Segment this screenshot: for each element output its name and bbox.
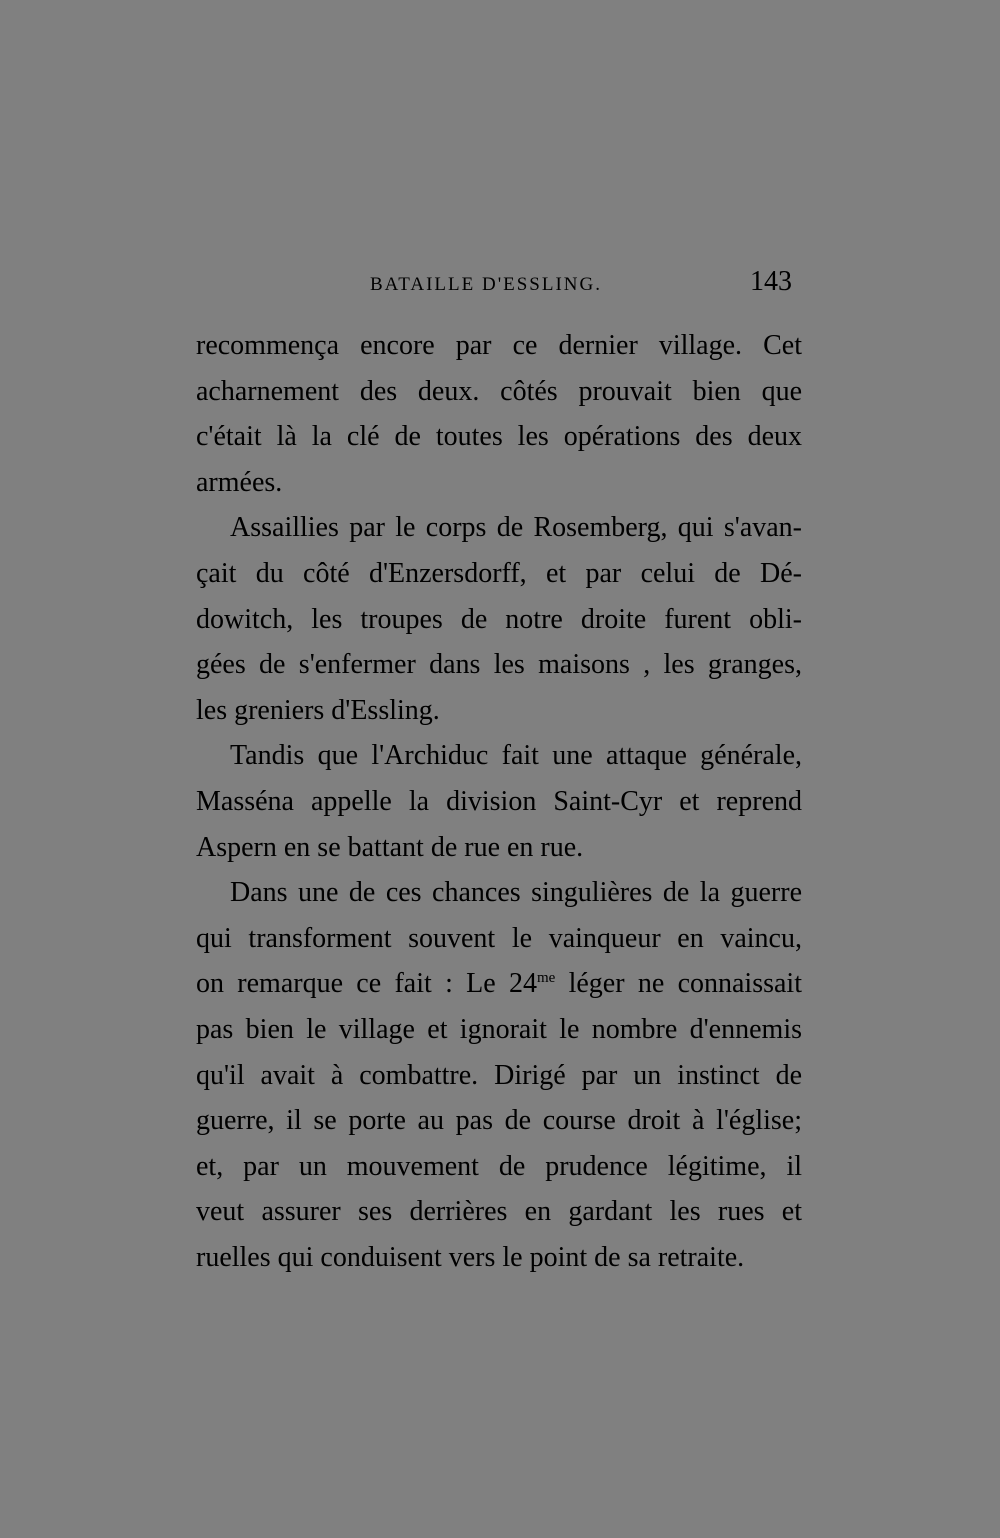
ordinal-superscript: me	[536, 970, 556, 987]
text-line: guerre, il se porte au pas de course droit à l'église;	[196, 1105, 802, 1137]
running-header	[195, 266, 800, 306]
text-line: qu'il avait à combattre. Dirigé par un instinct de	[196, 1059, 802, 1091]
text-line: gées de s'enfermer dans les maisons , les granges,	[196, 649, 802, 681]
text-line: dowitch, les troupes de notre droite furent obli-	[196, 603, 802, 635]
running-title: BATAILLE D'ESSLING.	[370, 274, 602, 295]
text-line-with-superscript	[196, 961, 802, 1007]
text-fragment: léger ne connaissait	[555, 968, 802, 1000]
text-line: Masséna appelle la division Saint-Cyr et reprend	[196, 785, 802, 817]
text-line: çait du côté d'Enzersdorff, et par celui de Dé-	[196, 557, 802, 589]
text-line: qui transforment souvent le vainqueur en vaincu,	[196, 922, 802, 954]
text-line: Assaillies par le corps de Rosemberg, qui s'avan-	[230, 512, 802, 544]
text-line: ruelles qui conduisent vers le point de sa retraite.	[196, 1241, 745, 1273]
paragraph-4	[196, 870, 802, 1280]
text-line: veut assurer ses derrières en gardant les rues et	[196, 1196, 802, 1228]
text-fragment: on remarque ce fait : Le 24	[196, 968, 537, 1000]
paragraph-1	[196, 323, 802, 505]
text-line: les greniers d'Essling.	[196, 694, 440, 726]
text-line: Tandis que l'Archiduc fait une attaque générale,	[230, 740, 802, 772]
paragraph-3	[196, 733, 802, 870]
text-line: Dans une de ces chances singulières de la guerre	[230, 877, 802, 909]
body-text	[196, 323, 802, 1280]
text-line: c'était là la clé de toutes les opérations des deux	[196, 421, 802, 453]
text-line: recommença encore par ce dernier village. Cet	[196, 330, 802, 361]
text-line: et, par un mouvement de prudence légitime, il	[196, 1150, 802, 1182]
paragraph-2	[196, 505, 802, 733]
text-line: Aspern en se battant de rue en rue.	[196, 831, 584, 863]
text-line: acharnement des deux. côtés prouvait bien que	[196, 375, 802, 407]
text-line: pas bien le village et ignorait le nombre d'ennemis	[196, 1013, 802, 1045]
text-line: armées.	[196, 466, 283, 498]
page-number: 143	[750, 266, 792, 297]
